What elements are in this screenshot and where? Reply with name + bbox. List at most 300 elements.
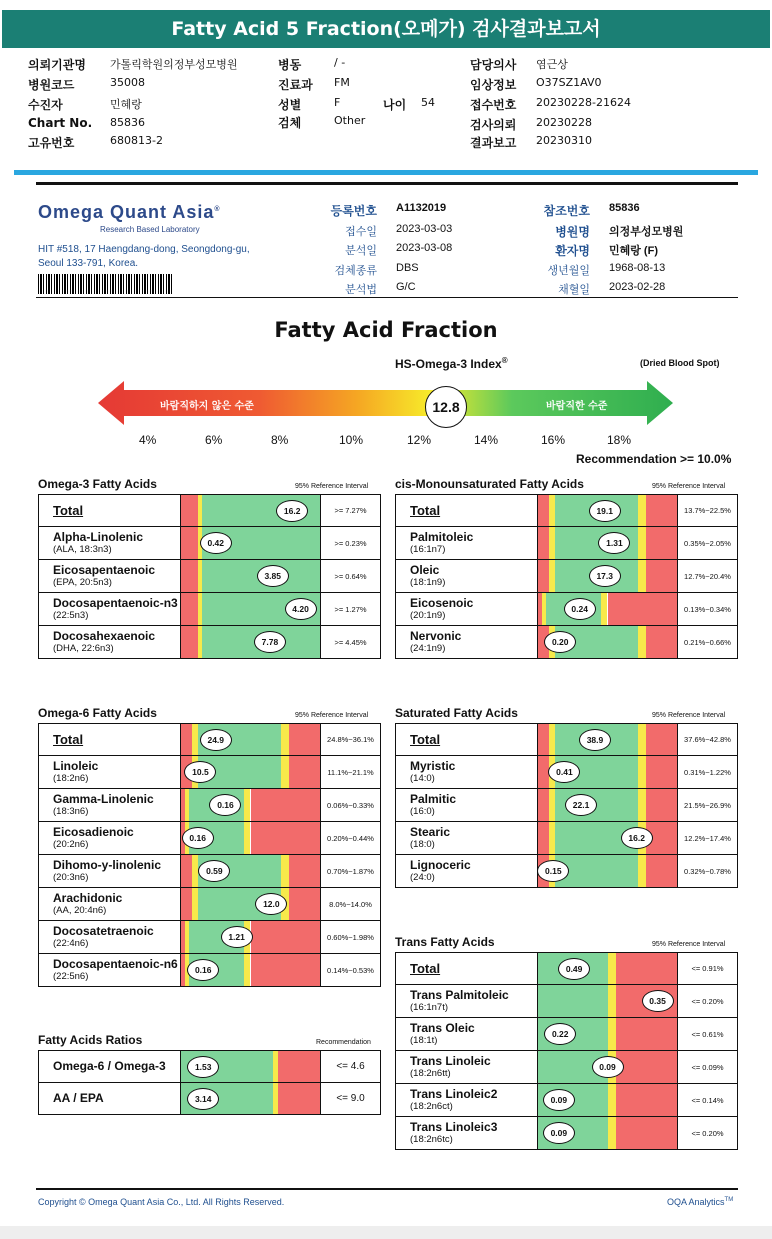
range-bar: [538, 855, 678, 888]
tick-label: 6%: [205, 433, 223, 447]
header-value: 35008: [110, 76, 145, 89]
total-label: Total: [410, 732, 441, 747]
acid-name: Docosatetraenoic: [53, 923, 154, 938]
table-row: [396, 593, 738, 626]
fatty-acid-name: [396, 1117, 538, 1150]
range-segment: [251, 954, 321, 986]
omega3-section-title: Omega-3 Fatty Acids: [38, 477, 157, 491]
range-segment: [244, 954, 251, 986]
lab-logo-subtitle: Research Based Laboratory: [100, 225, 200, 234]
reference-range: 0.14%~0.53%: [321, 954, 381, 987]
fatty-acid-name: [396, 593, 538, 626]
range-segment: [608, 1018, 616, 1050]
header-label: 결과보고: [470, 136, 517, 150]
fatty-acid-name: [39, 527, 181, 560]
info-label: 분석일: [345, 245, 377, 257]
ref-interval-caption: 95% Reference Interval: [295, 483, 369, 490]
info-label: 등록번호: [330, 204, 377, 218]
header-value: / -: [334, 56, 346, 69]
acid-name: Lignoceric: [410, 857, 471, 872]
value-marker: 0.16: [182, 827, 214, 849]
table-row: [39, 724, 381, 756]
range-segment: [608, 953, 616, 984]
range-segment: [281, 756, 289, 788]
range-segment: [538, 822, 549, 854]
acid-name: Trans Linoleic: [410, 1053, 491, 1068]
table-row: [396, 1018, 738, 1051]
range-bar: [181, 855, 321, 888]
table-row: [39, 756, 381, 789]
range-segment: [289, 888, 320, 920]
range-segment: [181, 888, 192, 920]
fatty-acid-name: [39, 626, 181, 659]
range-segment: [638, 756, 646, 788]
info-value: 2023-02-28: [609, 281, 666, 293]
range-bar: [181, 921, 321, 954]
sat-section-title: Saturated Fatty Acids: [395, 706, 518, 720]
age-value: 54: [421, 96, 435, 109]
tick-label: 8%: [271, 433, 289, 447]
fatty-acid-name: [39, 495, 181, 527]
header-label: 진료과: [278, 78, 313, 92]
range-segment: [278, 1051, 320, 1082]
range-segment: [646, 789, 677, 821]
range-segment: [244, 822, 251, 854]
range-segment: [608, 593, 678, 625]
range-segment: [646, 756, 677, 788]
range-segment: [616, 1084, 677, 1116]
header-label: 의뢰기관명: [28, 58, 86, 72]
table-row: [39, 921, 381, 954]
fatty-acid-name: [396, 626, 538, 659]
info-value: 2023-03-08: [396, 242, 453, 254]
range-segment: [601, 593, 608, 625]
fatty-acid-name: [39, 822, 181, 855]
range-segment: [181, 626, 198, 658]
value-marker: 0.24: [564, 598, 596, 620]
info-value: DBS: [396, 262, 419, 274]
table-row: [39, 593, 381, 626]
acid-formula: (18:2n6): [53, 772, 89, 784]
fatty-acid-name: [396, 953, 538, 985]
acid-name: Docosahexaenoic: [53, 628, 156, 643]
value-marker: 0.59: [198, 860, 230, 882]
reference-range: 21.5%~26.9%: [678, 789, 738, 822]
value-marker: 38.9: [579, 729, 611, 751]
info-label: 검체종류: [334, 265, 377, 277]
total-label: Total: [410, 503, 441, 518]
lab-address-1: HIT #518, 17 Haengdang-dong, Seongdong-gu,: [38, 244, 250, 255]
acid-name: Trans Oleic: [410, 1020, 475, 1035]
range-segment: [608, 1117, 616, 1149]
range-segment: [181, 527, 198, 559]
range-bar: [181, 626, 321, 659]
range-segment: [181, 724, 192, 755]
header-label: 성별: [278, 98, 302, 112]
fatty-acid-name: [396, 1018, 538, 1051]
range-segment: [181, 495, 198, 526]
range-bar: [538, 953, 678, 985]
value-marker: 12.0: [255, 893, 287, 915]
fatty-acid-name: [396, 822, 538, 855]
reference-range: >= 1.27%: [321, 593, 381, 626]
info-value: 2023-03-03: [396, 223, 453, 235]
range-bar: [181, 495, 321, 527]
acid-name: Docosapentaenoic-n6: [53, 956, 178, 971]
acid-formula: (AA, 20:4n6): [53, 904, 107, 916]
range-bar: [538, 1018, 678, 1051]
range-segment: [608, 1084, 616, 1116]
acid-formula: (18:2n6ct): [410, 1100, 453, 1112]
value-marker: 0.35: [642, 990, 674, 1012]
table-row: [396, 953, 738, 985]
fatty-acid-name: [39, 954, 181, 987]
table-row: [396, 1084, 738, 1117]
acid-formula: (20:1n9): [410, 609, 446, 621]
acid-name: Oleic: [410, 562, 440, 577]
ref-interval-caption: 95% Reference Interval: [652, 483, 726, 490]
value-marker: 0.41: [548, 761, 580, 783]
fatty-acid-name: [39, 1051, 181, 1083]
acid-formula: (16:1n7): [410, 543, 446, 555]
reference-range: <= 0.61%: [678, 1018, 738, 1051]
header-label: Chart No.: [28, 116, 93, 130]
reference-range: <= 9.0: [321, 1083, 381, 1115]
acid-name: Linoleic: [53, 758, 99, 773]
reference-range: >= 4.45%: [321, 626, 381, 659]
table-row: [396, 527, 738, 560]
acid-formula: (ALA, 18:3n3): [53, 543, 112, 555]
reference-range: >= 0.64%: [321, 560, 381, 593]
acid-formula: (20:2n6): [53, 838, 89, 850]
range-bar: [181, 593, 321, 626]
acid-name: Eicosenoic: [410, 595, 474, 610]
index-value-marker: 12.8: [425, 386, 467, 428]
acid-formula: (18:2n6tc): [410, 1133, 453, 1145]
info-label: 채혈일: [558, 284, 590, 296]
reference-range: <= 0.09%: [678, 1051, 738, 1084]
header-value: O37SZ1AV0: [536, 76, 602, 89]
header-label: 검체: [278, 116, 302, 130]
acid-name: Trans Palmitoleic: [410, 987, 509, 1002]
range-bar: [538, 822, 678, 855]
acid-name: Nervonic: [410, 628, 462, 643]
range-segment: [281, 855, 289, 887]
header-value: Other: [334, 114, 366, 127]
table-row: [396, 724, 738, 756]
range-bar: [181, 1051, 321, 1083]
range-bar: [181, 756, 321, 789]
acid-formula: (14:0): [410, 772, 435, 784]
brand: OQA Analytics™: [667, 1197, 734, 1207]
lab-address-2: Seoul 133-791, Korea.: [38, 258, 139, 269]
table-row: [39, 560, 381, 593]
value-marker: 0.09: [543, 1122, 575, 1144]
reference-range: <= 0.20%: [678, 985, 738, 1018]
range-segment: [278, 1083, 320, 1114]
acid-formula: (18:1n9): [410, 576, 446, 588]
reference-range: 12.2%~17.4%: [678, 822, 738, 855]
table-row: [39, 1051, 381, 1083]
info-label: 생년월일: [547, 265, 590, 277]
range-bar: [181, 822, 321, 855]
info-value: G/C: [396, 281, 416, 293]
divider-black: [36, 182, 738, 185]
range-bar: [181, 789, 321, 822]
info-value: 85836: [609, 202, 640, 214]
range-segment: [538, 789, 549, 821]
info-label: 분석법: [345, 284, 377, 296]
reference-range: 11.1%~21.1%: [321, 756, 381, 789]
header-value: 가톨릭학원의정부성모병원: [110, 58, 238, 71]
range-bar: [538, 593, 678, 626]
value-marker: 0.49: [558, 958, 590, 980]
range-segment: [538, 985, 608, 1017]
range-segment: [181, 593, 198, 625]
index-recommendation: Recommendation >= 10.0%: [576, 452, 732, 466]
info-label: 병원명: [555, 225, 590, 239]
header-label: 검사의뢰: [470, 118, 517, 132]
fatty-acid-name: [396, 1051, 538, 1084]
table-row: [396, 626, 738, 659]
barcode: [38, 274, 172, 294]
reference-range: 0.32%~0.78%: [678, 855, 738, 888]
header-value: 20230228: [536, 116, 592, 129]
total-label: Total: [410, 961, 441, 976]
acid-formula: (22:5n6): [53, 970, 89, 982]
table-row: [39, 822, 381, 855]
value-marker: 0.16: [187, 959, 219, 981]
value-marker: 17.3: [589, 565, 621, 587]
value-marker: 0.20: [544, 631, 576, 653]
ref-interval-caption: Recommendation: [316, 1039, 371, 1046]
range-bar: [538, 1117, 678, 1150]
range-segment: [181, 855, 192, 887]
header-label: 고유번호: [28, 136, 75, 150]
header-value: 680813-2: [110, 134, 163, 147]
acid-name: Palmitic: [410, 791, 457, 806]
range-bar: [181, 1083, 321, 1115]
range-bar: [538, 1084, 678, 1117]
fatty-acid-name: [396, 756, 538, 789]
acid-name: AA / EPA: [53, 1091, 104, 1105]
value-marker: 4.20: [285, 598, 317, 620]
range-segment: [646, 495, 677, 526]
acid-name: Myristic: [410, 758, 456, 773]
divider-blue: [14, 170, 758, 175]
tick-label: 12%: [407, 433, 432, 447]
table-row: [396, 855, 738, 888]
acid-formula: (18:1t): [410, 1034, 438, 1046]
range-bar: [181, 560, 321, 593]
reference-range: 8.0%~14.0%: [321, 888, 381, 921]
tick-label: 16%: [541, 433, 566, 447]
acid-formula: (16:1n7t): [410, 1001, 449, 1013]
fatty-acid-name: [396, 789, 538, 822]
range-bar: [538, 495, 678, 527]
range-bar: [181, 954, 321, 987]
range-bar: [538, 560, 678, 593]
header-value: 민혜랑: [110, 98, 142, 111]
table-row: [396, 985, 738, 1018]
range-segment: [646, 560, 677, 592]
range-segment: [638, 495, 646, 526]
fatty-acid-name: [396, 985, 538, 1018]
dried-blood-spot: (Dried Blood Spot): [640, 358, 720, 368]
range-segment: [251, 789, 321, 821]
range-segment: [616, 1051, 677, 1083]
value-marker: 3.14: [187, 1088, 219, 1110]
range-bar: [181, 724, 321, 756]
range-segment: [638, 855, 646, 887]
acid-name: Trans Linoleic2: [410, 1086, 498, 1101]
reference-range: >= 7.27%: [321, 495, 381, 527]
fatty-acid-name: [396, 495, 538, 527]
fatty-acid-name: [39, 888, 181, 921]
fatty-acid-name: [39, 1083, 181, 1115]
header-value: F: [334, 96, 341, 109]
omega6-table: [38, 723, 381, 987]
fatty-acid-name: [39, 921, 181, 954]
reference-range: 24.8%~36.1%: [321, 724, 381, 756]
tick-label: 14%: [474, 433, 499, 447]
header-value: 85836: [110, 116, 145, 129]
table-row: [396, 1117, 738, 1150]
header-label: 병원코드: [28, 78, 75, 92]
acid-formula: (24:1n9): [410, 642, 446, 654]
header-label: 수진자: [28, 98, 63, 112]
info-label: 접수일: [345, 226, 377, 238]
reference-range: <= 0.91%: [678, 953, 738, 985]
reference-range: 0.70%~1.87%: [321, 855, 381, 888]
acid-name: Palmitoleic: [410, 529, 474, 544]
ref-interval-caption: 95% Reference Interval: [652, 941, 726, 948]
ratio-section-title: Fatty Acids Ratios: [38, 1033, 143, 1047]
divider-thin: [36, 297, 738, 298]
fatty-acid-name: [39, 560, 181, 593]
range-segment: [616, 1117, 677, 1149]
reference-range: 0.31%~1.22%: [678, 756, 738, 789]
range-segment: [646, 626, 677, 658]
acid-name: Arachidonic: [53, 890, 123, 905]
footer-divider: [36, 1188, 738, 1190]
table-row: [39, 495, 381, 527]
range-segment: [251, 921, 321, 953]
range-segment: [608, 985, 616, 1017]
header-value: 20230310: [536, 134, 592, 147]
index-title: HS-Omega-3 Index®: [395, 356, 508, 371]
range-segment: [616, 1018, 677, 1050]
fatty-acid-name: [396, 724, 538, 756]
acid-name: Docosapentaenoic-n3: [53, 595, 178, 610]
range-segment: [281, 724, 289, 755]
header-label: 담당의사: [470, 58, 517, 72]
range-segment: [616, 953, 677, 984]
value-marker: 0.09: [543, 1089, 575, 1111]
table-row: [39, 855, 381, 888]
fatty-acid-name: [39, 756, 181, 789]
tick-label: 4%: [139, 433, 157, 447]
reference-range: 0.06%~0.33%: [321, 789, 381, 822]
range-segment: [538, 495, 549, 526]
table-row: [39, 789, 381, 822]
omega3-table: [38, 494, 381, 659]
fatty-acid-name: [396, 855, 538, 888]
reference-range: 0.13%~0.34%: [678, 593, 738, 626]
value-marker: 10.5: [184, 761, 216, 783]
header-value: 염근상: [536, 58, 568, 71]
fatty-acid-name: [39, 593, 181, 626]
sat-table: [395, 723, 738, 888]
range-segment: [638, 724, 646, 755]
fatty-acid-name: [39, 724, 181, 756]
reference-range: 0.35%~2.05%: [678, 527, 738, 560]
acid-name: Omega-6 / Omega-3: [53, 1059, 166, 1073]
acid-formula: (16:0): [410, 805, 435, 817]
value-marker: 0.22: [544, 1023, 576, 1045]
range-bar: [538, 626, 678, 659]
good-level-label: 바람직한 수준: [546, 401, 608, 412]
info-value: 의정부성모병원: [609, 226, 684, 238]
range-segment: [244, 789, 251, 821]
reference-range: >= 0.23%: [321, 527, 381, 560]
bottom-band: [0, 1226, 772, 1239]
table-row: [396, 756, 738, 789]
acid-formula: (24:0): [410, 871, 435, 883]
value-marker: 0.42: [200, 532, 232, 554]
range-segment: [181, 560, 198, 592]
acid-name: Dihomo-y-linolenic: [53, 857, 161, 872]
acid-name: Trans Linoleic3: [410, 1119, 498, 1134]
info-value: 1968-08-13: [609, 262, 666, 274]
acid-formula: (18:2n6tt): [410, 1067, 451, 1079]
header-value: FM: [334, 76, 350, 89]
value-marker: 0.09: [592, 1056, 624, 1078]
reference-range: 13.7%~22.5%: [678, 495, 738, 527]
copyright: Copyright © Omega Quant Asia Co., Ltd. All Rights Reserved.: [38, 1197, 285, 1207]
header-label: 병동: [278, 58, 302, 72]
reference-range: <= 4.6: [321, 1051, 381, 1083]
lab-logo: Omega Quant Asia®: [38, 202, 221, 222]
value-marker: 1.31: [598, 532, 630, 554]
range-segment: [638, 527, 646, 559]
tick-label: 18%: [607, 433, 632, 447]
mono-table: [395, 494, 738, 659]
age-label: 나이: [383, 98, 407, 112]
header-value: 20230228-21624: [536, 96, 631, 109]
range-segment: [538, 724, 549, 755]
value-marker: 16.2: [276, 500, 308, 522]
table-row: [39, 626, 381, 659]
table-row: [396, 1051, 738, 1084]
trans-section-title: Trans Fatty Acids: [395, 935, 495, 949]
range-segment: [251, 822, 321, 854]
table-row: [396, 495, 738, 527]
value-marker: 1.53: [187, 1056, 219, 1078]
range-segment: [538, 560, 549, 592]
header-label: 접수번호: [470, 98, 517, 112]
bad-level-label: 바람직하지 않은 수준: [160, 401, 254, 412]
table-row: [39, 888, 381, 921]
value-marker: 24.9: [200, 729, 232, 751]
ratio-table: [38, 1050, 381, 1115]
acid-name: Alpha-Linolenic: [53, 529, 143, 544]
fatty-acid-name: [39, 789, 181, 822]
fatty-acid-name: [396, 560, 538, 593]
acid-name: Gamma-Linolenic: [53, 791, 154, 806]
fatty-acid-name: [396, 527, 538, 560]
range-bar: [181, 888, 321, 921]
